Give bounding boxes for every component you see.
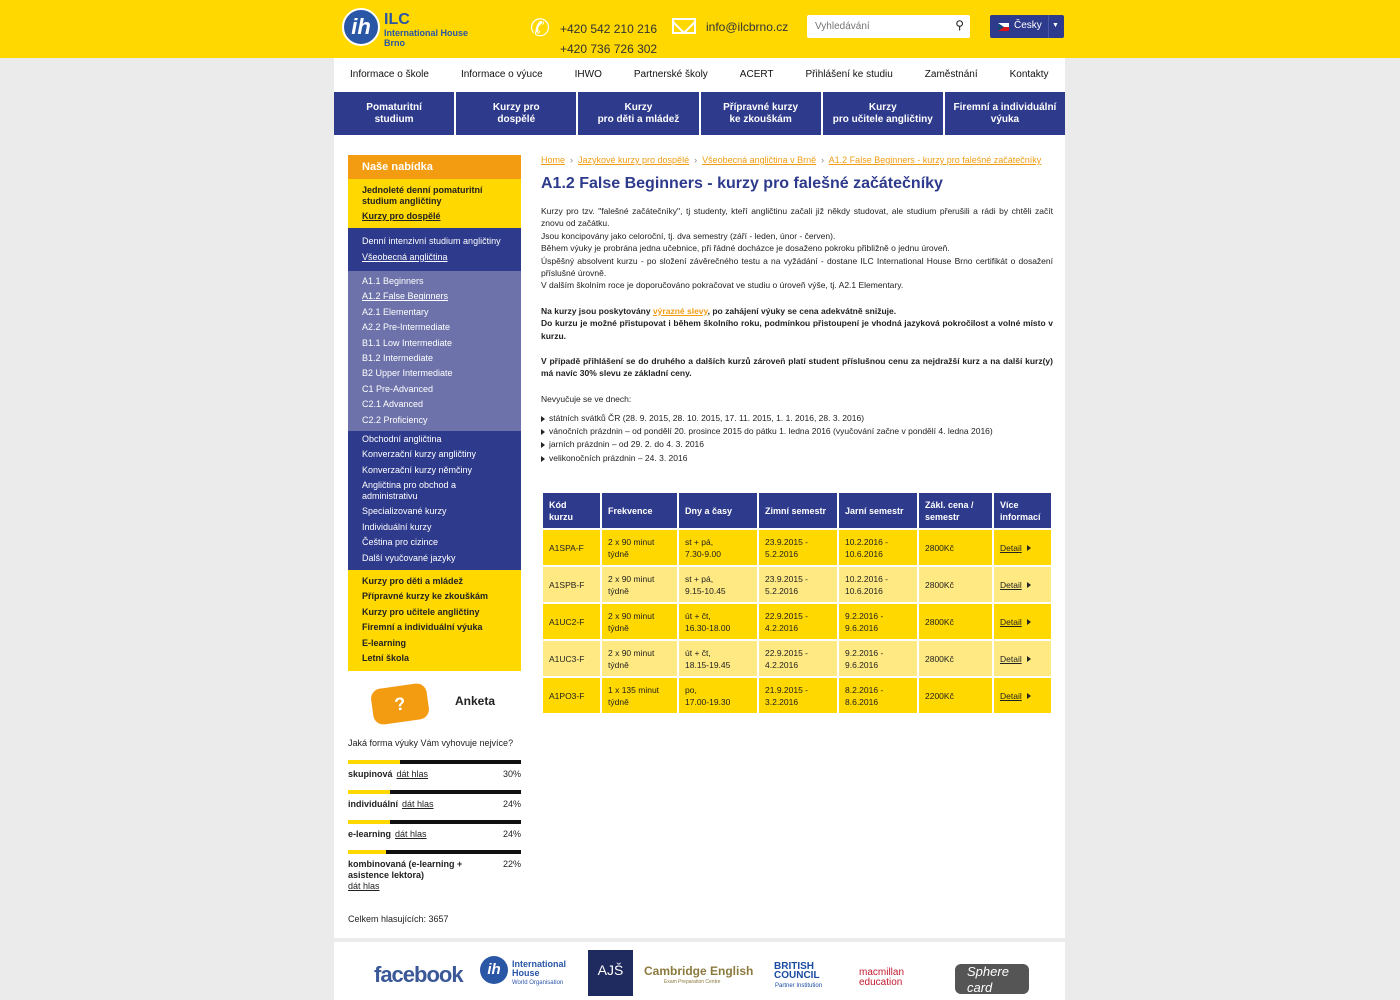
breadcrumb-link[interactable]: Jazykové kurzy pro dospělé [578,155,690,165]
british-council-logo[interactable]: BRITISH COUNCIL [774,961,820,981]
table-row: A1SPB-F 2 x 90 minut týdně st + pá, 9.15-10.45 23.9.2015 - 5.2.2016 10.2.2016 - 10.6.2016 2800Kč Detail [543,567,1051,602]
facebook-logo[interactable]: facebook [374,962,463,987]
mainnav-item[interactable]: Kurzy pro učitele angličtiny [823,92,943,135]
sidebar-level[interactable]: A2.2 Pre-Intermediate [362,322,451,333]
sidebar-item[interactable]: Další vyučované jazyky [362,552,456,563]
sidebar-level[interactable]: C2.1 Advanced [362,399,424,410]
cambridge-subtitle: Exam Preparation Centre [664,979,721,985]
logo-subtitle: International House Brno [384,28,469,48]
poll-option [348,760,521,780]
arrow-right-icon [1027,619,1031,625]
phone-2: +420 736 726 302 [560,42,658,56]
list-item: vánočních prázdnin – od pondělí 20. prosince 2015 do pátku 1. ledna 2016 (vyučování začne v pondělí 4. ledna 2016) [541,425,1053,438]
ih-logo-icon: ih [480,956,508,984]
column-header: Frekvence [602,493,677,528]
search-box [807,15,970,38]
sidebar-item[interactable]: Firemní a individuální výuka [362,622,483,633]
sidebar-item[interactable]: Konverzační kurzy němčiny [362,464,473,475]
detail-link[interactable]: Detail [1000,653,1022,664]
sidebar-yellow-block [348,179,521,228]
poll-bar [348,820,521,824]
breadcrumb-link[interactable]: Všeobecná angličtina v Brně [702,155,817,165]
search-input[interactable] [807,15,937,38]
sidebar-level[interactable]: B1.2 Intermediate [362,353,434,364]
arrow-right-icon [1027,693,1031,699]
poll-bar-fill [348,760,400,764]
mail-icon [672,18,696,34]
discount-info: Na kurzy jsou poskytovány výrazné slevy, po zahájení výuky se cena adekvátně snižuje. Do kurzu je možné přistupovat i během školního roku, podmínkou přistoupení je vhodná jazyková pokročilost a volné místo v kurzu. [541,305,1053,341]
sidebar-item[interactable]: Jednoleté denní pomaturitní studium angličtiny [362,185,483,206]
poll-option [348,790,521,810]
mainnav-item[interactable]: Firemní a individuální výuka [945,92,1065,135]
page-container [334,58,1065,938]
vote-link[interactable]: dát hlas [396,769,429,779]
sidebar-item[interactable]: Obchodní angličtina [362,434,442,445]
poll-bar [348,760,521,764]
footer-partners: facebook ih International House World Organisation AJŠ Cambridge English Exam Preparation Centre BRITISH COUNCIL Partner Institution macmillan education Sphere card [334,942,1065,1000]
mainnav-item[interactable]: Kurzy pro dospělé [456,92,576,135]
sidebar-item[interactable]: Letní škola [362,653,410,664]
column-header: Zimní semestr [759,493,837,528]
table-row: A1UC3-F 2 x 90 minut týdně út + čt, 18.15-19.45 22.9.2015 - 4.2.2016 9.2.2016 - 9.6.2016 2800Kč Detail [543,641,1051,676]
header-bar [0,0,1400,58]
poll-bar-fill [348,820,390,824]
sidebar-level[interactable]: C2.2 Proficiency [362,414,428,425]
poll-option-label: skupinová [348,769,393,779]
sidebar-item-active[interactable]: Kurzy pro dospělé [362,211,441,221]
top-navigation [334,58,1065,91]
search-icon[interactable]: ⚲ [955,18,964,32]
sidebar-item[interactable]: Přípravné kurzy ke zkouškám [362,591,489,602]
czech-flag-icon [998,23,1009,31]
sphere-card-logo[interactable]: Sphere card [955,964,1029,994]
poll-percent: 24% [502,799,521,809]
column-header: Více informací [994,493,1051,528]
phone-numbers [560,19,657,59]
poll-option [348,850,521,892]
language-selector[interactable] [990,15,1064,38]
sidebar-blue-block-2 [348,431,521,570]
mainnav-item[interactable]: Přípravné kurzy ke zkouškám [701,92,821,135]
arrow-right-icon [1027,656,1031,662]
ajs-logo[interactable]: AJŠ [588,950,633,996]
main-content [541,155,1053,715]
phone-1: +420 542 210 216 [560,22,658,36]
column-header: Dny a časy [679,493,757,528]
sidebar-level[interactable]: A1.1 Beginners [362,276,424,286]
vote-link[interactable]: dát hlas [402,799,434,809]
sidebar-levels-block [348,271,521,431]
sidebar-level[interactable]: A2.1 Elementary [362,306,429,317]
sidebar-item-active[interactable]: Všeobecná angličtina [362,251,448,262]
table-row: A1PO3-F 1 x 135 minut týdně po, 17.00-19.30 21.9.2015 - 3.2.2016 8.2.2016 - 8.6.2016 2200Kč Detail [543,678,1051,713]
sidebar-item[interactable]: Specializované kurzy [362,506,447,517]
sidebar-item[interactable]: Kurzy pro učitele angličtiny [362,606,480,617]
british-council-subtitle: Partner Institution [775,983,823,989]
sidebar-level-active[interactable]: A1.2 False Beginners [362,291,449,302]
language-label: Česky [1014,20,1042,31]
column-header: Kód kurzu [543,493,600,528]
poll-bar-fill [348,790,390,794]
detail-link[interactable]: Detail [1000,542,1022,553]
question-bubble-icon: ? [362,680,432,730]
mainnav-item[interactable]: Kurzy pro děti a mládež [578,92,698,135]
holidays-list [541,412,1053,465]
discount-link[interactable]: výrazné slevy [652,305,708,316]
sidebar-level[interactable]: C1 Pre-Advanced [362,383,434,394]
poll-option [348,820,521,840]
main-navigation [334,92,1065,135]
sidebar-item[interactable]: Angličtina pro obchod a administrativu [362,480,457,502]
poll-title: Anketa [455,694,496,708]
multi-course-info: V případě přihlášení se do druhého a dalších kurzů zároveň platí student příslušnou cenu za nejdražší kurz a na další kurz(y) má navíc 30% slevu ze základní ceny. [541,356,1053,379]
arrow-right-icon [1027,582,1031,588]
poll-percent: 30% [502,769,521,779]
ilc-logo[interactable] [342,8,482,48]
sidebar-item[interactable]: Konverzační kurzy angličtiny [362,449,477,460]
sidebar-level[interactable]: B1.1 Low Intermediate [362,337,453,348]
ih-logo-icon: ih [342,8,380,46]
column-header: Zákl. cena / semestr [919,493,992,528]
poll-option-label: individuální [348,799,399,809]
phone-icon: ✆ [530,15,551,42]
list-item: jarních prázdnin – od 29. 2. do 4. 3. 2016 [541,438,1053,451]
column-header: Jarní semestr [839,493,917,528]
arrow-right-icon [1027,545,1031,551]
sidebar-yellow-block-2 [348,570,521,671]
sidebar-item[interactable]: Kurzy pro děti a mládež [362,575,464,586]
poll-total: Celkem hlasujících: 3657 [348,914,449,924]
sidebar-blue-block [348,228,521,271]
poll-option-label: kombinovaná (e-learning + asistence lektora) [348,859,463,880]
topnav-item[interactable]: IHWO [574,69,602,80]
poll-option-label: e-learning [348,829,392,839]
breadcrumb-link[interactable]: Home [541,155,566,165]
page-title: A1.2 False Beginners - kurzy pro falešné začátečníky [541,175,943,192]
breadcrumb-link[interactable]: A1.2 False Beginners - kurzy pro falešné začátečníky [828,155,1042,165]
poll-percent: 24% [502,829,521,839]
poll-bar [348,790,521,794]
topnav-item[interactable]: Kontakty [1009,69,1049,80]
mainnav-item[interactable]: Pomaturitní studium [334,92,454,135]
table-row: A1UC2-F 2 x 90 minut týdně út + čt, 16.30-18.00 22.9.2015 - 4.2.2016 9.2.2016 - 9.6.2016 2800Kč Detail [543,604,1051,639]
poll-bar [348,850,521,854]
sidebar-item[interactable]: E-learning [362,637,407,648]
topnav-item[interactable]: Informace o škole [350,69,429,80]
topnav-item[interactable]: Zaměstnání [924,69,978,80]
vote-link[interactable]: dát hlas [348,881,380,891]
poll-question: Jaká forma výuky Vám vyhovuje nejvíce? [348,738,514,748]
macmillan-logo[interactable]: macmillan education [859,967,905,988]
courses-table [541,491,1053,715]
breadcrumb: Home › Jazykové kurzy pro dospělé › Všeobecná angličtina v Brně › A1.2 False Beginners - kurzy pro falešné začátečníky [541,155,1042,165]
detail-link[interactable]: Detail [1000,579,1022,590]
topnav-item[interactable]: Partnerské školy [633,69,708,80]
poll-percent: 22% [502,859,521,869]
sidebar [348,155,521,671]
sidebar-level[interactable]: B2 Upper Intermediate [362,368,453,379]
email-link[interactable]: info@ilcbrno.cz [706,20,789,34]
list-item: státních svátků ČR (28. 9. 2015, 28. 10. 2015, 17. 11. 2015, 1. 1. 2016, 28. 3. 2016) [541,412,1053,425]
topnav-item[interactable]: ACERT [739,69,774,80]
logo-name: ILC [384,11,410,28]
table-row: A1SPA-F 2 x 90 minut týdně st + pá, 7.30-9.00 23.9.2015 - 5.2.2016 10.2.2016 - 10.6.2016 2800Kč Detail [543,530,1051,565]
chevron-down-icon[interactable]: ▼ [1048,15,1062,38]
sidebar-title: Naše nabídka [348,155,521,179]
cambridge-english-logo[interactable]: Cambridge English [644,964,754,978]
topnav-item[interactable]: Informace o výuce [460,69,543,80]
sidebar-item[interactable]: Denní intenzivní studium angličtiny [362,236,501,246]
vote-link[interactable]: dát hlas [395,829,427,839]
intro-text: Kurzy pro tzv. "falešné začátečníky", tj studenty, kteří angličtinu začali již někdy studovat, ale studium přerušili a rádi by chtěli začít znovu od začátku. Jsou koncipovány jako celoroční, tj. dva semestry (září - leden, únor - červen). Během výuky je probrána jedna učebnice, při řádné docházce je dosaženo pokroku přibližně o jednu úroveň. Úspěšný absolvent kurzu - po složení závěrečného testu a na vyžádání - dostane ILC International House Brno certifikát o dosažení příslušné úrovně. V dalším školním roce je doporučováno pokračovat ve studiu o úroveň výše, tj. A2.1 Elementary. [541,206,1053,291]
sidebar-item[interactable]: Individuální kurzy [362,521,432,532]
topnav-item[interactable]: Přihlášení ke studiu [805,69,893,80]
list-item: velikonočních prázdnin – 24. 3. 2016 [541,452,1053,465]
sidebar-item[interactable]: Čeština pro cizince [362,537,439,548]
poll-bar-fill [348,850,386,854]
detail-link[interactable]: Detail [1000,616,1022,627]
detail-link[interactable]: Detail [1000,690,1022,701]
holidays-title: Nevyučuje se ve dnech: [541,393,632,404]
